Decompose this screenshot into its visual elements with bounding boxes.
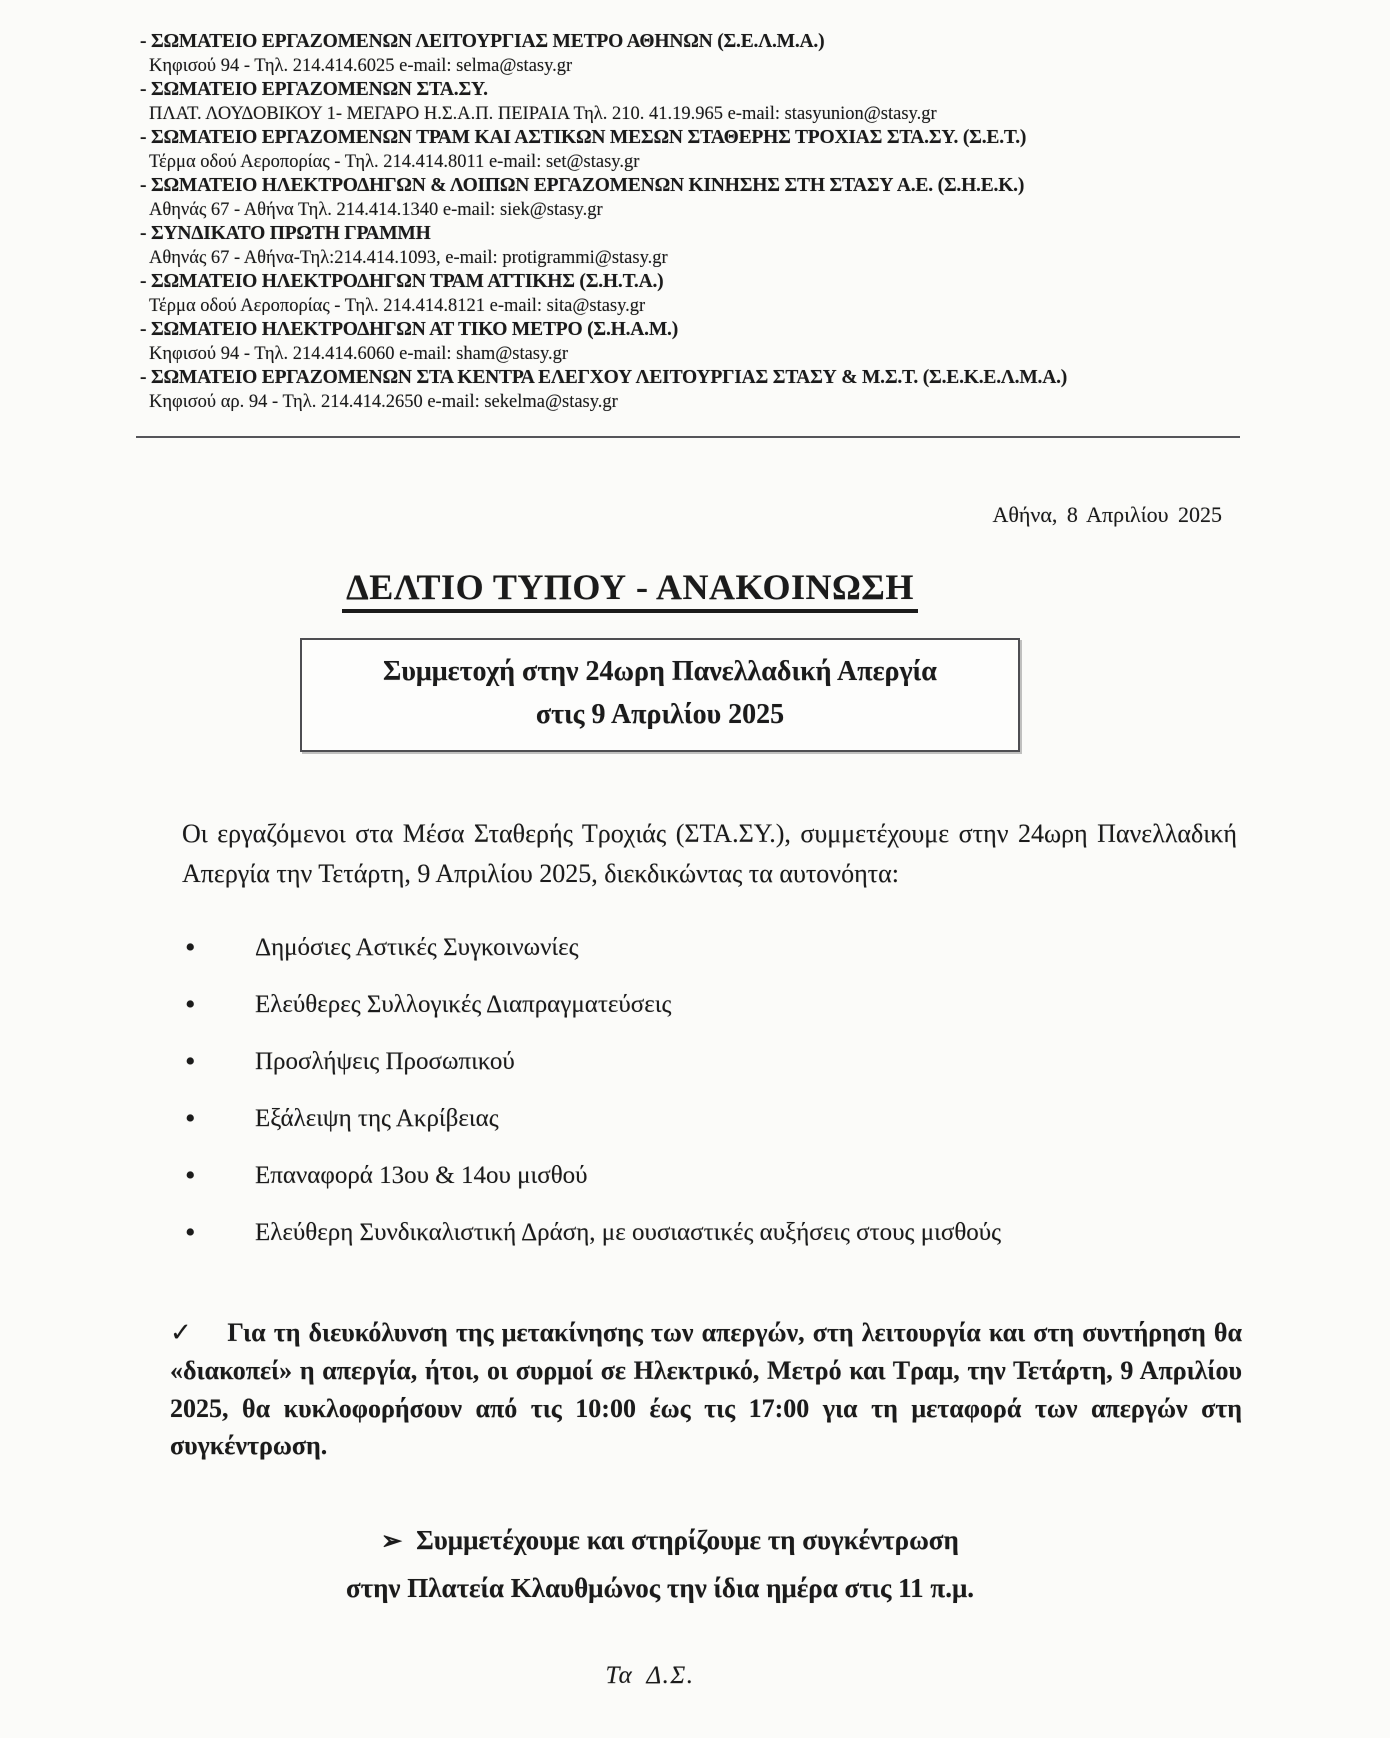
bullet-icon: •: [185, 988, 196, 1022]
union-details: Κηφισού αρ. 94 - Τηλ. 214.414.2650 e-mail: sekelma@stasy.gr: [149, 392, 618, 412]
union-entry: [140, 126, 1240, 174]
demand-text: Ελεύθερη Συνδικαλιστική Δράση, με ουσιαστικές αυξήσεις στους μισθούς: [255, 1219, 1002, 1247]
union-name: - ΣΩΜΑΤΕΙΟ ΕΡΓΑΖΟΜΕΝΩΝ ΣΤΑ.ΣΥ.: [140, 79, 488, 100]
demand-item: [185, 1213, 1240, 1252]
union-details: ΠΛΑΤ. ΛΟΥΔΟΒΙΚΟΥ 1- ΜΕΓΑΡΟ Η.Σ.Α.Π. ΠΕΙΡΑΙΑ Τηλ. 210. 41.19.965 e-mail: stasyunion@stasy.gr: [149, 104, 937, 124]
union-details: Αθηνάς 67 - Αθήνα-Τηλ:214.414.1093, e-mail: protigrammi@stasy.gr: [149, 248, 668, 268]
demand-item: [185, 985, 1240, 1024]
union-name: - ΣΩΜΑΤΕΙΟ ΗΛΕΚΤΡΟΔΗΓΩΝ ΤΡΑΜ ΑΤΤΙΚΗΣ (Σ.Η.Τ.Α.): [140, 271, 664, 292]
arrow-icon: ➢: [381, 1528, 403, 1556]
page-title: [140, 566, 1120, 608]
rally-line-1: [140, 1525, 1200, 1556]
union-details: Τέρμα οδού Αεροπορίας - Τηλ. 214.414.8011 e-mail: set@stasy.gr: [149, 152, 640, 172]
union-name: - ΣΩΜΑΤΕΙΟ ΗΛΕΚΤΡΟΔΗΓΩΝ & ΛΟΙΠΩΝ ΕΡΓΑΖΟΜΕΝΩΝ ΚΙΝΗΣΗΣ ΣΤΗ ΣΤΑΣΥ Α.Ε. (Σ.Η.Ε.Κ.): [140, 175, 1025, 196]
union-name: - ΣΥΝΔΙΚΑΤΟ ΠΡΩΤΗ ΓΡΑΜΜΗ: [140, 223, 431, 244]
demands-list: [185, 928, 1240, 1252]
union-name: - ΣΩΜΑΤΕΙΟ ΕΡΓΑΖΟΜΕΝΩΝ ΤΡΑΜ ΚΑΙ ΑΣΤΙΚΩΝ ΜΕΣΩΝ ΣΤΑΘΕΡΗΣ ΤΡΟΧΙΑΣ ΣΤΑ.ΣΥ. (Σ.Ε.Τ.): [140, 127, 1027, 148]
bullet-icon: •: [185, 1102, 196, 1136]
union-letterhead: [140, 30, 1240, 414]
union-details: Αθηνάς 67 - Αθήνα Τηλ. 214.414.1340 e-mail: siek@stasy.gr: [149, 200, 603, 220]
union-details: Κηφισού 94 - Τηλ. 214.414.6060 e-mail: sham@stasy.gr: [149, 344, 569, 364]
bullet-icon: •: [185, 931, 196, 965]
demand-item: [185, 1156, 1240, 1195]
union-entry: [140, 30, 1240, 78]
demand-text: Προσλήψεις Προσωπικού: [255, 1048, 515, 1076]
union-name: - ΣΩΜΑΤΕΙΟ ΕΡΓΑΖΟΜΕΝΩΝ ΛΕΙΤΟΥΡΓΙΑΣ ΜΕΤΡΟ ΑΘΗΝΩΝ (Σ.Ε.Λ.Μ.Α.): [140, 31, 825, 52]
union-details: Τέρμα οδού Αεροπορίας - Τηλ. 214.414.8121 e-mail: sita@stasy.gr: [149, 296, 646, 316]
strike-box-line2: στις 9 Απριλίου 2025: [535, 699, 785, 731]
date-line: Αθήνα, 8 Απριλίου 2025: [992, 502, 1222, 527]
demand-text: Δημόσιες Αστικές Συγκοινωνίες: [255, 934, 579, 962]
union-entry: [140, 366, 1240, 414]
union-entry: [140, 78, 1240, 126]
demand-text: Ελεύθερες Συλλογικές Διαπραγματεύσεις: [255, 991, 672, 1019]
bullet-icon: •: [185, 1159, 196, 1193]
letterhead-divider: [136, 436, 1240, 438]
union-name: - ΣΩΜΑΤΕΙΟ ΗΛΕΚΤΡΟΔΗΓΩΝ ΑΤ ΤΙΚΟ ΜΕΤΡΟ (Σ.Η.Α.Μ.): [140, 319, 678, 340]
union-details: Κηφισού 94 - Τηλ. 214.414.6025 e-mail: selma@stasy.gr: [149, 56, 573, 76]
rally-text-1: Συμμετέχουμε και στηρίζουμε τη συγκέντρωση: [416, 1525, 959, 1556]
demand-text: Εξάλειψη της Ακρίβειας: [255, 1105, 499, 1133]
facilitation-text: Για τη διευκόλυνση της μετακίνησης των απεργών, στη λειτουργία και στη συντήρηση θα «διακοπεί» η απεργία, ήτοι, οι συρμοί σε Ηλεκτρικό, Μετρό και Τραμ, την Τετάρτη, 9 Απριλίου 2025, θα κυκλοφορήσουν από τις 10:00 έως τις 17:00 για τη μεταφορά των απεργών στη συγκέντρωση.: [170, 1318, 1242, 1461]
union-entry: [140, 270, 1240, 318]
signature: Τα Δ.Σ.: [605, 1662, 695, 1690]
strike-box-line1: Συμμετοχή στην 24ωρη Πανελλαδική Απεργία: [383, 656, 937, 687]
intro-paragraph: Οι εργαζόμενοι στα Μέσα Σταθερής Τροχιάς (ΣΤΑ.ΣΥ.), συμμετέχουμε στην 24ωρη Πανελλαδική Απεργία την Τετάρτη, 9 Απριλίου 2025, διεκδικώντας τα αυτονόητα:: [182, 818, 1237, 889]
facilitation-paragraph: [170, 1314, 1242, 1465]
check-icon: ✓: [170, 1318, 194, 1348]
rally-line-2: στην Πλατεία Κλαυθμώνος την ίδια ημέρα στις 11 π.μ.: [345, 1573, 975, 1604]
union-entry: [140, 174, 1240, 222]
demand-item: [185, 928, 1240, 967]
strike-announcement-box: [300, 638, 1020, 752]
strike-box-wrapper: [140, 638, 1180, 752]
union-entry: [140, 318, 1240, 366]
page-title-text: ΔΕΛΤΙΟ ΤΥΠΟΥ - ΑΝΑΚΟΙΝΩΣΗ: [342, 567, 918, 613]
bullet-icon: •: [185, 1045, 196, 1079]
union-name: - ΣΩΜΑΤΕΙΟ ΕΡΓΑΖΟΜΕΝΩΝ ΣΤΑ ΚΕΝΤΡΑ ΕΛΕΓΧΟΥ ΛΕΙΤΟΥΡΓΙΑΣ ΣΤΑΣΥ & Μ.Σ.Τ. (Σ.Ε.Κ.Ε.Λ.Μ.Α.): [140, 367, 1068, 388]
demand-text: Επαναφορά 13ου & 14ου μισθού: [255, 1162, 588, 1190]
union-entry: [140, 222, 1240, 270]
demand-item: [185, 1042, 1240, 1081]
bullet-icon: •: [185, 1216, 196, 1250]
demand-item: [185, 1099, 1240, 1138]
